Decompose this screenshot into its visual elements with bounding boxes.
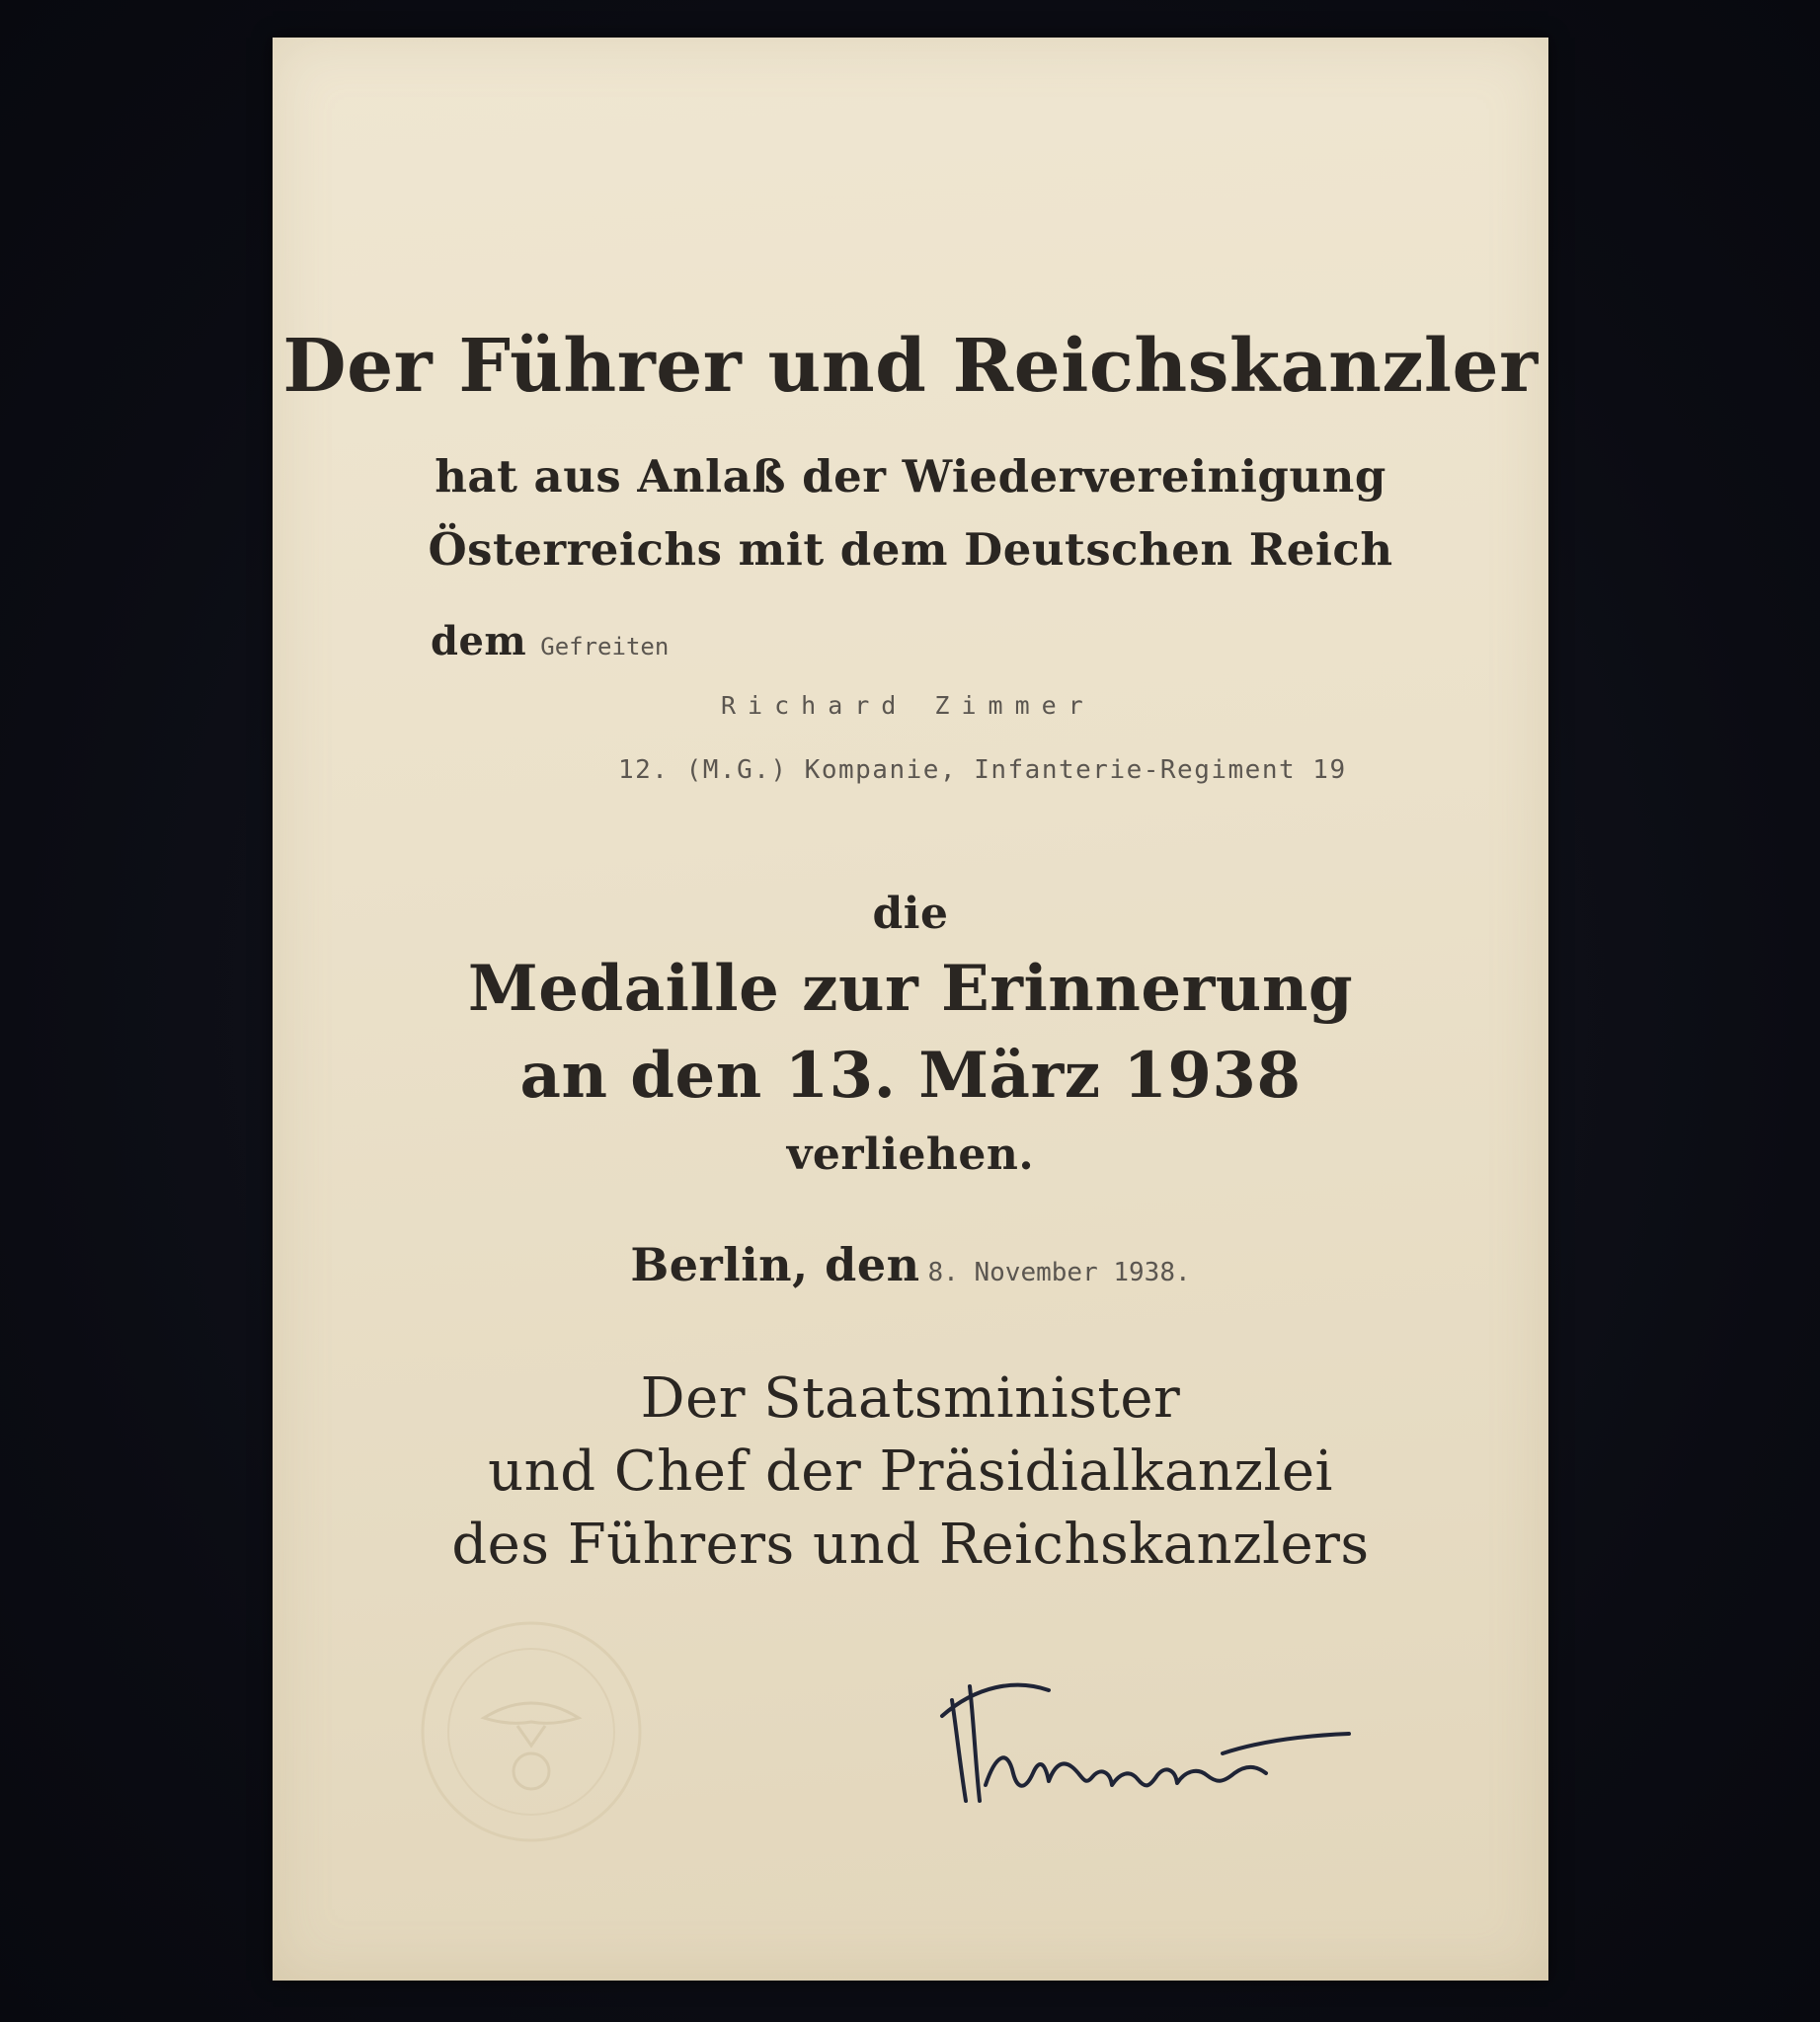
article-text: die (872, 889, 949, 939)
place-prefix: Berlin, den (630, 1238, 920, 1291)
recipient-rank-row (431, 618, 669, 664)
embossed-seal (415, 1615, 648, 1848)
award-certificate (273, 38, 1548, 1981)
certificate-title: Der Führer und Reichskanzler (282, 324, 1539, 409)
signature (926, 1657, 1361, 1834)
award-date: 8. November 1938. (927, 1258, 1191, 1287)
awarded-verb: verliehen. (786, 1129, 1035, 1180)
award-name-line-2: an den 13. März 1938 (519, 1039, 1302, 1113)
recipient-unit: 12. (M.G.) Kompanie, Infanterie-Regiment 19 (618, 755, 1347, 785)
occasion-line-1: hat aus Anlaß der Wiedervereinigung (435, 450, 1386, 503)
occasion-line-2: Österreichs mit dem Deutschen Reich (428, 523, 1393, 576)
recipient-name: Richard Zimmer (721, 691, 1095, 720)
signatory-title-line-2: und Chef der Präsidialkanzlei (488, 1439, 1333, 1504)
award-name-line-1: Medaille zur Erinnerung (467, 952, 1354, 1026)
recipient-rank: Gefreiten (540, 633, 670, 661)
signatory-title-line-3: des Führers und Reichskanzlers (451, 1513, 1370, 1577)
signatory-title-line-1: Der Staatsminister (640, 1366, 1181, 1431)
place-date-row (273, 1238, 1548, 1291)
recipient-prefix: dem (431, 618, 527, 664)
